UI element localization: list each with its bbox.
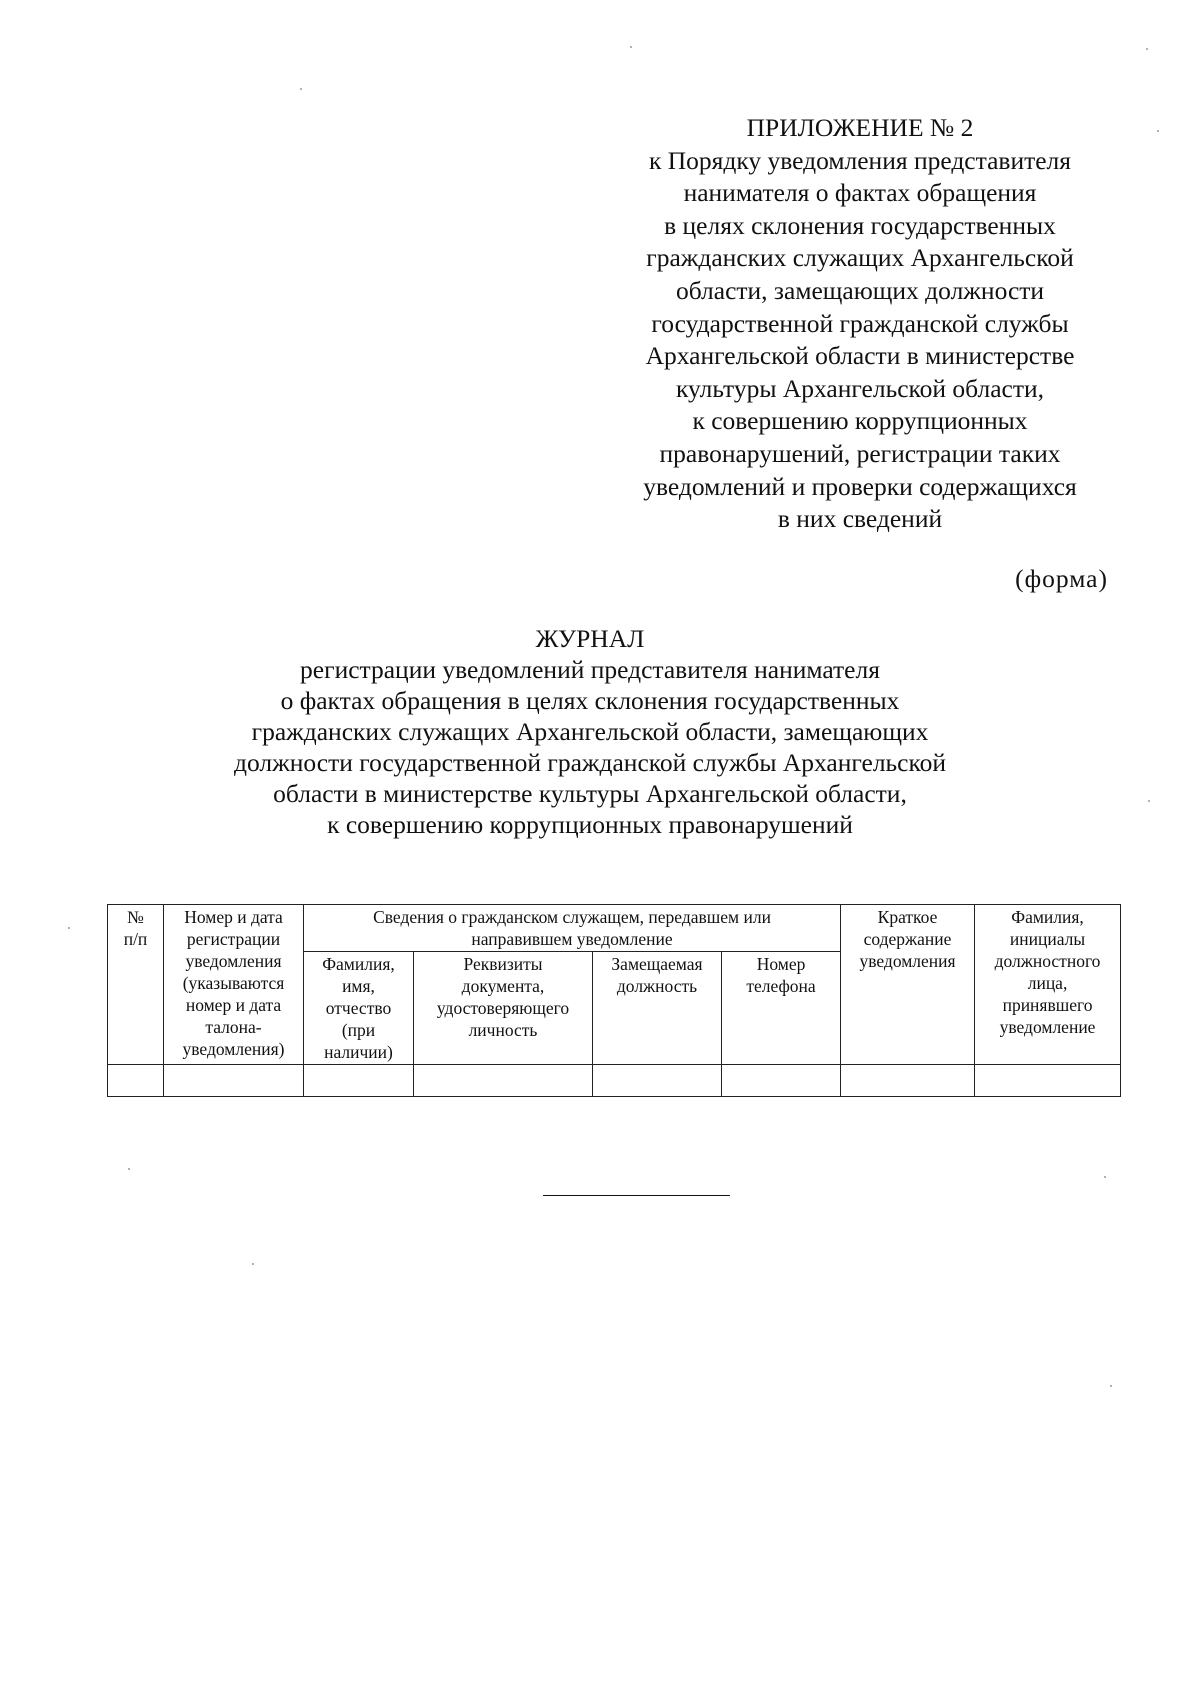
appendix-line: культуры Архангельской области, [676, 373, 1044, 403]
appendix-line: государственной гражданской службы [651, 308, 1069, 338]
appendix-line: Архангельской области в министерстве [645, 341, 1075, 371]
appendix-line: к Порядку уведомления представителя [648, 145, 1072, 175]
table-cell [722, 1065, 841, 1097]
table-cell [975, 1065, 1121, 1097]
journal-subtitle-line: о фактах обращения в целях склонения государственных [280, 686, 900, 715]
scan-speck [1110, 1385, 1112, 1387]
journal-subtitle-line: к совершению коррупционных правонарушений [327, 810, 853, 839]
appendix-line: правонарушений, регистрации таких [659, 438, 1061, 468]
appendix-line: в целях склонения государственных [664, 210, 1056, 240]
end-rule [543, 1195, 730, 1196]
appendix-title: ПРИЛОЖЕНИЕ № 2 [746, 113, 974, 142]
scan-speck [1148, 800, 1150, 802]
appendix-line: уведомлений и проверки содержащихся [643, 471, 1077, 501]
appendix-line: к совершению коррупционных [692, 406, 1028, 436]
header-summary: Краткое содержание уведомления [841, 905, 975, 1065]
journal-subtitle-line: должности государственной гражданской службы Архангельской [234, 748, 946, 777]
form-label: (форма) [1015, 564, 1108, 593]
scan-speck [630, 46, 632, 48]
header-phone: Номер телефона [722, 952, 841, 1065]
journal-subtitle-line: гражданских служащих Архангельской области, замещающих [251, 717, 929, 746]
appendix-line: области, замещающих должности [675, 275, 1045, 305]
appendix-line: в них сведений [777, 504, 943, 534]
journal-title: ЖУРНАЛ [535, 624, 645, 653]
table-header-row [108, 905, 1121, 952]
header-fio: Фамилия, имя, отчество (при наличии) [304, 952, 414, 1065]
scan-speck [1157, 130, 1159, 132]
registration-table [107, 904, 1121, 1097]
appendix-header [610, 112, 1110, 536]
header-registration: Номер и дата регистрации уведомления (указываются номер и дата талона- уведомления) [164, 905, 304, 1065]
scan-speck [300, 88, 302, 90]
journal-heading [140, 623, 1040, 840]
table-row [108, 1065, 1121, 1097]
journal-subtitle-line: области в министерстве культуры Архангельской области, [273, 779, 907, 808]
scan-speck [1146, 48, 1148, 50]
journal-subtitle-line: регистрации уведомлений представителя нанимателя [300, 655, 880, 684]
table-cell [841, 1065, 975, 1097]
scan-speck [128, 1168, 130, 1170]
table-cell [164, 1065, 304, 1097]
header-number: № п/п [108, 905, 164, 1065]
header-servant-group: Сведения о гражданском служащем, передавшем или направившем уведомление [304, 905, 841, 952]
appendix-line: гражданских служащих Архангельской [646, 243, 1074, 273]
header-position: Замещаемая должность [593, 952, 722, 1065]
table-cell [593, 1065, 722, 1097]
header-official: Фамилия, инициалы должностного лица, принявшего уведомление [975, 905, 1121, 1065]
table-cell [304, 1065, 414, 1097]
scan-speck [68, 927, 70, 929]
scan-speck [1104, 1176, 1106, 1178]
scan-speck [252, 1263, 254, 1265]
header-document: Реквизиты документа, удостоверяющего личность [414, 952, 593, 1065]
appendix-line: нанимателя о фактах обращения [683, 178, 1037, 208]
table-cell [414, 1065, 593, 1097]
table-cell [108, 1065, 164, 1097]
